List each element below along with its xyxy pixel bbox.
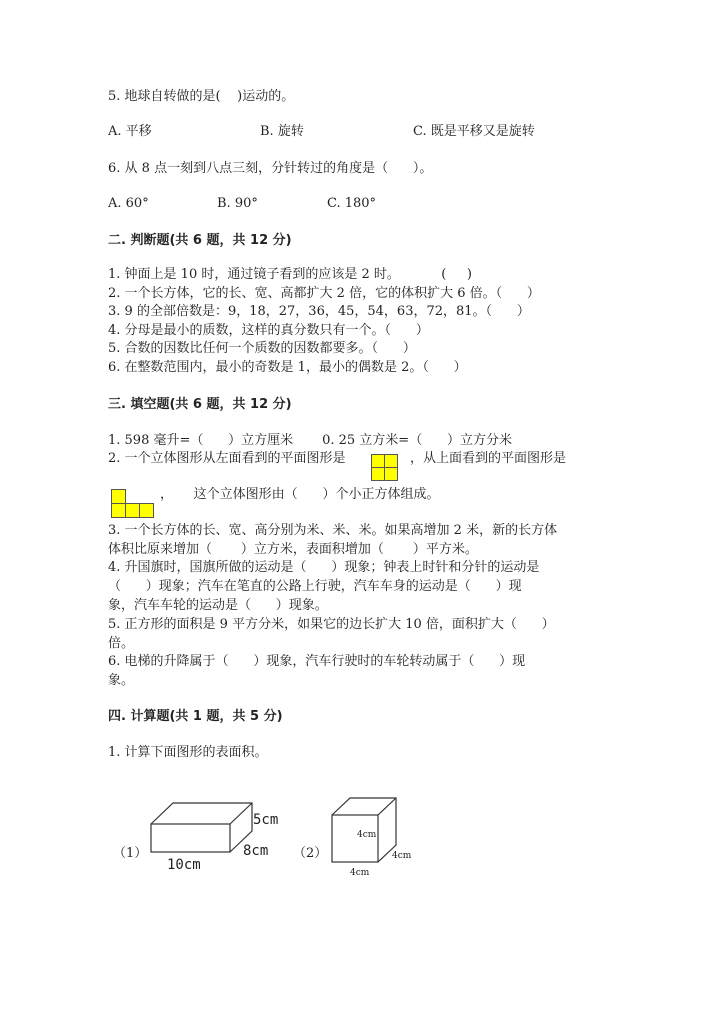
section-title: 二. 判断题(共 6 题，共 12 分) (108, 233, 292, 248)
fill-item: 倍。 (108, 636, 135, 651)
dim-height: 5cm (253, 812, 279, 828)
question-5: 5. 地球自转做的是( )运动的。 (108, 89, 295, 104)
question-6: 6. 从 8 点一刻到八点三刻，分针转过的角度是（ ）。 (108, 161, 433, 176)
option-c: C. 180° (327, 196, 377, 211)
fill-item: 体积比原来增加（ ）立方米，表面积增加（ ）平方米。 (108, 542, 478, 557)
fill-item: （ ）现象；汽车在笔直的公路上行驶，汽车车身的运动是（ ）现 (108, 579, 522, 594)
judge-item: 5. 合数的因数比任何一个质数的因数都要多。（ ） (108, 341, 416, 356)
judge-item: 2. 一个长方体，它的长、宽、高都扩大 2 倍，它的体积扩大 6 倍。（ ） (108, 286, 540, 301)
dim-width: 8cm (243, 843, 269, 859)
cuboid-1 (151, 803, 252, 852)
fill-item: 象，汽车车轮的运动是（ ）现象。 (108, 598, 328, 613)
dim-height: 4cm (357, 830, 377, 840)
calc-item: 1. 计算下面图形的表面积。 (108, 745, 268, 760)
judge-item: 3. 9 的全部倍数是：9，18，27，36，45，54，63，72，81。（ ） (108, 304, 530, 319)
option-a: A. 平移 (108, 124, 152, 139)
fill-item: ，从上面看到的平面图形是 (410, 451, 567, 466)
figure-label: （1） (113, 846, 148, 861)
option-c: C. 既是平移又是旋转 (413, 124, 535, 139)
dim-width: 4cm (392, 851, 412, 861)
fill-item: 象。 (108, 673, 135, 688)
option-b: B. 90° (217, 196, 258, 211)
fill-item: 5. 正方形的面积是 9 平方分米，如果它的边长扩大 10 倍，面积扩大（ ） (108, 617, 555, 632)
fill-item: 6. 电梯的升降属于（ ）现象，汽车行驶时的车轮转动属于（ ）现 (108, 654, 526, 669)
fill-item: 4. 升国旗时，国旗所做的运动是（ ）现象；钟表上时针和分针的运动是 (108, 560, 540, 575)
fill-item: ， 这个立体图形由（ ）个小正方体组成。 (160, 487, 440, 502)
fill-item: 2. 一个立体图形从左面看到的平面图形是 (108, 451, 346, 466)
option-b: B. 旋转 (260, 124, 304, 139)
judge-item: 6. 在整数范围内，最小的奇数是 1，最小的偶数是 2。（ ） (108, 360, 467, 375)
fill-item: 1. 598 毫升=（ ）立方厘米 0. 25 立方米=（ ）立方分米 (108, 433, 512, 448)
figure-label: （2） (293, 846, 328, 861)
dim-length: 4cm (350, 868, 370, 878)
fill-item: 3. 一个长方体的长、宽、高分别为米、米、米。如果高增加 2 米，新的长方体 (108, 523, 558, 538)
dim-length: 10cm (167, 857, 201, 873)
option-a: A. 60° (108, 196, 149, 211)
judge-item: 4. 分母是最小的质数，这样的真分数只有一个。（ ） (108, 323, 429, 338)
judge-item: 1. 钟面上是 10 时，通过镜子看到的应该是 2 时。 ( ) (108, 267, 473, 282)
section-title: 三. 填空题(共 6 题，共 12 分) (108, 397, 292, 412)
section-title: 四. 计算题(共 1 题，共 5 分) (108, 709, 283, 724)
